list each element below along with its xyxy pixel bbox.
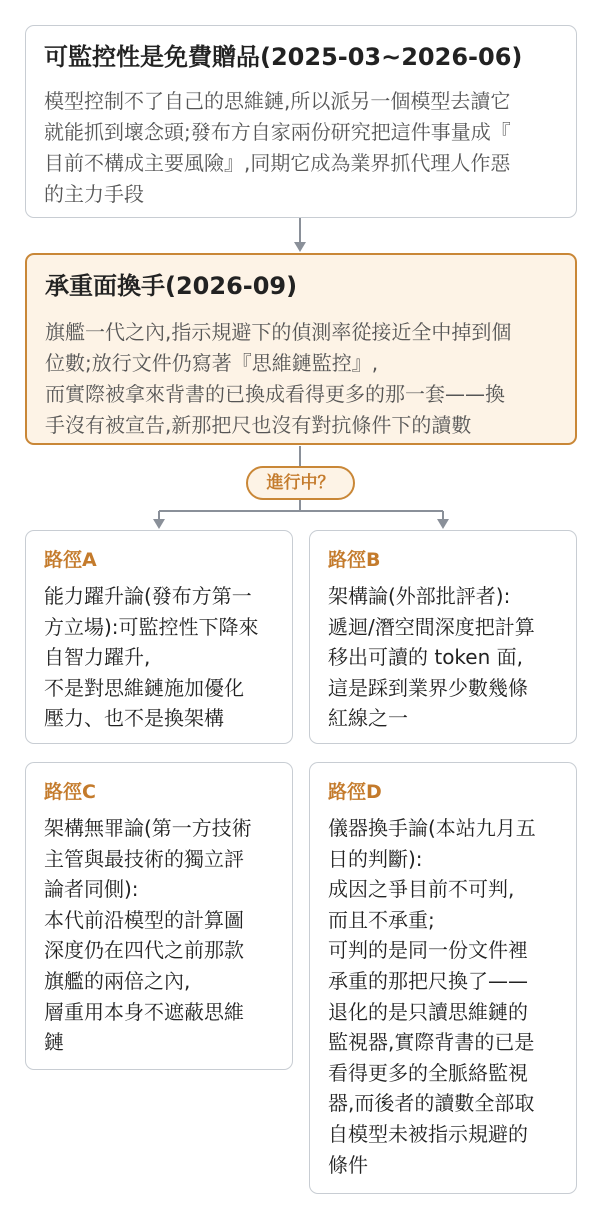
stage-free-monitorability	[25, 25, 577, 218]
stage-load-bearing-handoff	[25, 253, 577, 445]
path-title: 路徑A	[44, 549, 97, 571]
path-c-card	[25, 762, 293, 1070]
stage-title: 承重面換手(2026-09)	[45, 272, 298, 300]
stage-description: 旗艦一代之內,指示規避下的偵測率從接近全中掉到個 位數;放行文件仍寫著『思維鏈監控』, 而實際被拿來背書的已換成看得更多的那一套——換 手沒有被宣告,新那把尺也沒有對抗條件下的讀數	[45, 320, 512, 437]
ongoing-branch-label: 進行中？	[246, 466, 355, 500]
stage-title: 可監控性是免費贈品(2025-03~2026-06)	[44, 43, 523, 71]
path-title: 路徑C	[44, 781, 96, 803]
path-description: 儀器換手論(本站九月五 日的判斷): 成因之爭目前不可判, 而且不承重; 可判的是同一份文件裡 承重的那把尺換了—— 退化的是只讀思維鏈的 監視器,實際背書的已是 看得更多的全脈絡監視 器,而後者的讀數全部取 自模型未被指示規避的 條件	[328, 816, 536, 1177]
path-title: 路徑B	[328, 549, 381, 571]
path-description: 架構無罪論(第一方技術 主管與最技術的獨立評 論者同側): 本代前沿模型的計算圖 深度仍在四代之前那款 旗艦的兩倍之內, 層重用本身不遮蔽思維 鏈	[44, 816, 252, 1055]
path-description: 架構論(外部批評者): 遞迴/潛空間深度把計算 移出可讀的 token 面, 這是踩到業界少數幾條 紅線之一	[328, 584, 535, 731]
arrowhead-path-a	[153, 519, 165, 529]
arrowhead-stage2	[294, 242, 306, 252]
path-a-card	[25, 530, 293, 744]
path-b-card	[309, 530, 577, 744]
path-description: 能力躍升論(發布方第一 方立場):可監控性下降來 自智力躍升, 不是對思維鏈施加優化 壓力、也不是換架構	[44, 584, 259, 731]
path-d-card	[309, 762, 577, 1194]
path-title: 路徑D	[328, 781, 382, 803]
arrowhead-path-b	[437, 519, 449, 529]
stage-description: 模型控制不了自己的思維鏈,所以派另一個模型去讀它 就能抓到壞念頭;發布方自家兩份研究把這件事量成『 目前不構成主要風險』,同期它成為業界抓代理人作惡 的主力手段	[44, 89, 511, 206]
